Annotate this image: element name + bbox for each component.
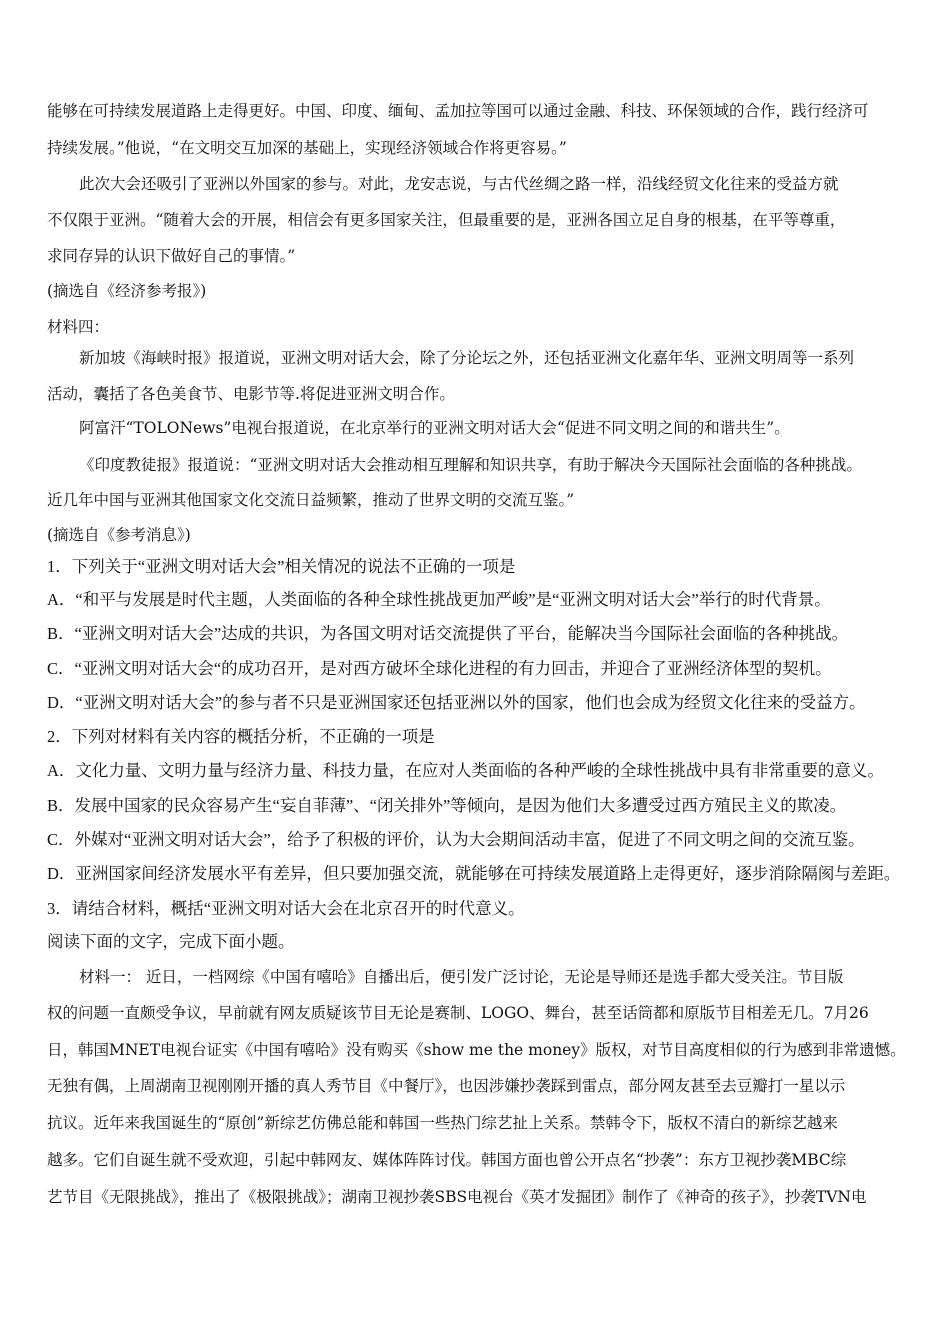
text-line: 无独有偶，上周湖南卫视刚刚开播的真人秀节目《中餐厅》，也因涉嫌抄袭踩到雷点，部分网友甚至去豆瓣打一星以示 xyxy=(47,1077,846,1095)
option-c: C．外媒对“亚洲文明对话大会”，给予了积极的评价，认为大会期间活动丰富，促进了不同文明之间的交流互鉴。 xyxy=(47,830,865,849)
text-line: 能够在可持续发展道路上走得更好。中国、印度、缅甸、孟加拉等国可以通过金融、科技、环保领域的合作，践行经济可 xyxy=(47,102,869,120)
source-citation: (摘选自《经济参考报》) xyxy=(47,282,207,300)
paragraph-start: 新加坡《海峡时报》报道说，亚洲文明对话大会，除了分论坛之外，还包括亚洲文化嘉年华、亚洲文明周等一系列 xyxy=(79,349,855,367)
text-line: 艺节目《无限挑战》，推出了《极限挑战》；湖南卫视抄袭SBS电视台《英才发掘团》制作了《神奇的孩子》，抄袭TVN电 xyxy=(47,1188,867,1206)
text-line: 活动，囊括了各色美食节、电影节等.将促进亚洲文明合作。 xyxy=(47,385,455,403)
paragraph-start: 材料一： 近日，一档网综《中国有嘻哈》自播出后，便引发广泛讨论，无论是导师还是选手都大受关注。节目版 xyxy=(79,968,844,986)
question-1: 1．下列关于“亚洲文明对话大会”相关情况的说法不正确的一项是 xyxy=(47,557,516,576)
text-line: 求同存异的认识下做好自己的事情。” xyxy=(47,247,296,265)
paragraph-start: 《印度教徒报》报道说：“亚洲文明对话大会推动相互理解和知识共享，有助于解决今天国际社会面临的各种挑战。 xyxy=(79,456,862,474)
text-line: 近几年中国与亚洲其他国家文化交流日益频繁，推动了世界文明的交流互鉴。” xyxy=(47,491,575,509)
reading-instruction: 阅读下面的文字，完成下面小题。 xyxy=(47,932,295,951)
text-line: 权的问题一直颇受争议，早前就有网友质疑该节目无论是赛制、LOGO、舞台，甚至话筒都和原版节目相差无几。7月26 xyxy=(47,1004,869,1022)
paragraph-start: 阿富汗“TOLONews”电视台报道说，在北京举行的亚洲文明对话大会“促进不同文明之间的和谐共生”。 xyxy=(79,419,790,437)
text-line: 持续发展。”他说，“在文明交互加深的基础上，实现经济领域合作将更容易。” xyxy=(47,139,567,157)
section-heading: 材料四： xyxy=(47,318,110,336)
paragraph-start: 此次大会还吸引了亚洲以外国家的参与。对此，龙安志说，与古代丝绸之路一样，沿线经贸文化往来的受益方就 xyxy=(79,175,839,193)
question-2: 2．下列对材料有关内容的概括分析，不正确的一项是 xyxy=(47,727,435,746)
option-d: D．“亚洲文明对话大会”的参与者不只是亚洲国家还包括亚洲以外的国家，他们也会成为经贸文化往来的受益方。 xyxy=(47,693,866,712)
option-a: A．文化力量、文明力量与经济力量、科技力量，在应对人类面临的各种严峻的全球性挑战中具有非常重要的意义。 xyxy=(47,761,884,780)
text-line: 越多。它们自诞生就不受欢迎，引起中韩网友、媒体阵阵讨伐。韩国方面也曾公开点名“抄袭”：东方卫视抄袭MBC综 xyxy=(47,1151,847,1169)
question-3: 3．请结合材料，概括“亚洲文明对话大会在北京召开的时代意义。 xyxy=(47,899,525,918)
option-c: C．“亚洲文明对话大会“的成功召开，是对西方破坏全球化进程的有力回击，并迎合了亚洲经济体型的契机。 xyxy=(47,659,832,678)
option-d: D．亚洲国家间经济发展水平有差异，但只要加强交流，就能够在可持续发展道路上走得更好，逐步消除隔阂与差距。 xyxy=(47,864,901,883)
text-line: 日，韩国MNET电视台证实《中国有嘻哈》没有购买《show me the money》版权，对节目高度相似的行为感到非常遗憾。 xyxy=(47,1041,906,1059)
option-b: B．“亚洲文明对话大会”达成的共识，为各国文明对话交流提供了平台，能解决当今国际社会面临的各种挑战。 xyxy=(47,624,849,643)
option-b: B．发展中国家的民众容易产生“妄自菲薄”、“闭关排外”等倾向，是因为他们大多遭受过西方殖民主义的欺凌。 xyxy=(47,796,847,815)
source-citation: (摘选自《参考消息》) xyxy=(47,526,191,544)
option-a: A．“和平与发展是时代主题，人类面临的各种全球性挑战更加严峻”是“亚洲文明对话大会”举行的时代背景。 xyxy=(47,590,831,609)
text-line: 抗议。近年来我国诞生的“原创”新综艺仿佛总能和韩国一些热门综艺扯上关系。禁韩令下，版权不清白的新综艺越来 xyxy=(47,1114,838,1132)
text-line: 不仅限于亚洲。“随着大会的开展，相信会有更多国家关注，但最重要的是，亚洲各国立足自身的根基，在平等尊重， xyxy=(47,211,846,229)
